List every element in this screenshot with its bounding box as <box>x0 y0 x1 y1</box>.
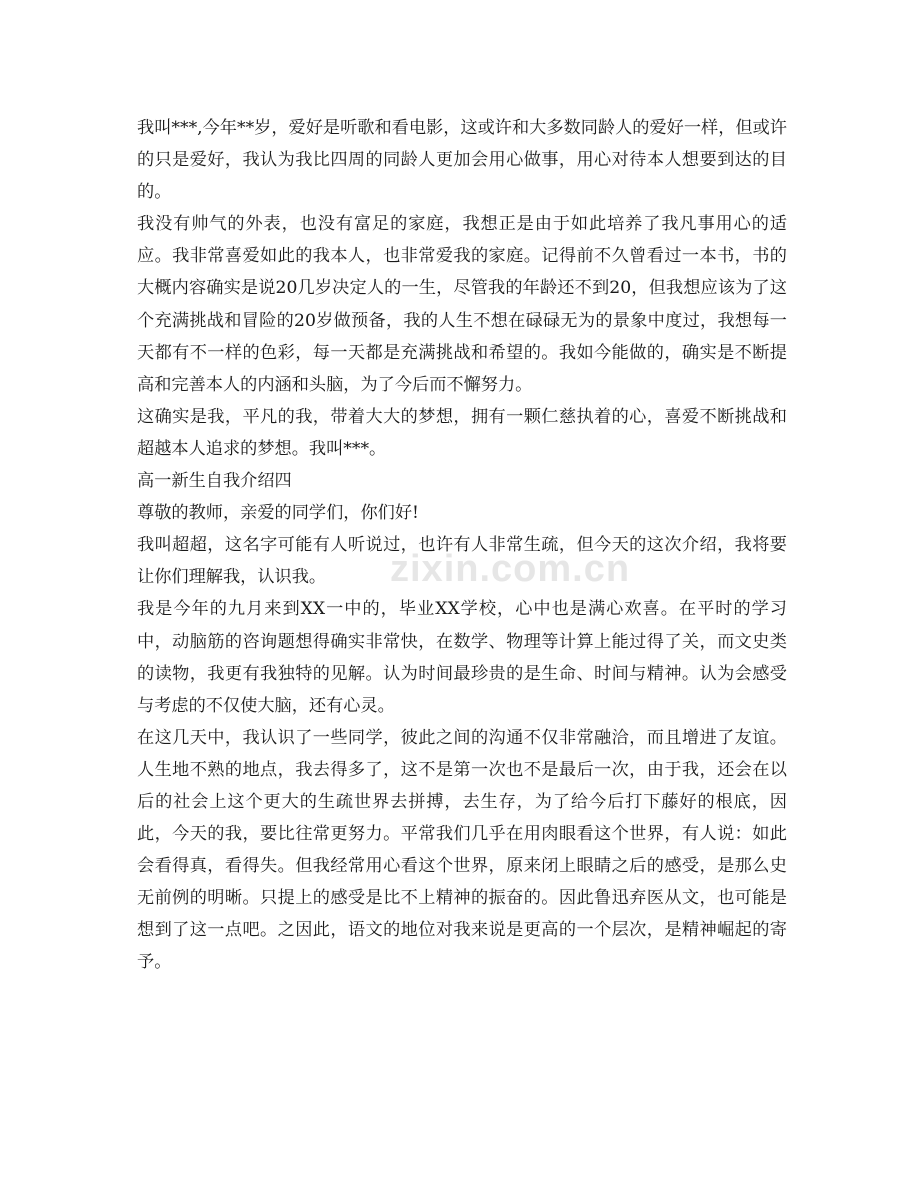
paragraph-name: 我叫超超，这名字可能有人听说过，也许有人非常生疏，但今天的这次介绍，我将要让你们理解我，认识我。 <box>137 535 787 588</box>
section-heading: 高一新生自我介绍四 <box>137 471 292 492</box>
paragraph-greeting: 尊敬的教师，亲爱的同学们，你们好! <box>137 503 419 524</box>
paragraph-intro: 我叫***,今年**岁，爱好是听歌和看电影，这或许和大多数同龄人的爱好一样，但或许的只是爱好，我认为我比四周的同龄人更加会用心做事，用心对待本人想要到达的目的。 <box>137 118 787 203</box>
paragraph-dream: 这确实是我，平凡的我，带着大大的梦想，拥有一颗仁慈执着的心，喜爱不断挑战和超越本人追求的梦想。我叫***。 <box>137 406 787 459</box>
document-body <box>137 112 787 979</box>
paragraph-friends: 在这几天中，我认识了一些同学，彼此之间的沟通不仅非常融洽，而且增进了友谊。人生地不熟的地点，我去得多了，这不是第一次也不是最后一次，由于我，还会在以后的社会上这个更大的生疏世界去拼搏，去生存，为了给今后打下藤好的根底，因此，今天的我，要比往常更努力。平常我们几乎在用肉眼看这个世界，有人说：如此会看得真，看得失。但我经常用心看这个世界，原来闭上眼睛之后的感受，是那么史无前例的明晰。只提上的感受是比不上精神的振奋的。因此鲁迅弃医从文，也可能是想到了这一点吧。之因此，语文的地位对我来说是更高的一个层次，是精神崛起的寄予。 <box>137 727 787 973</box>
watermark: zixin.com.cn <box>390 548 631 590</box>
paragraph-school: 我是今年的九月来到XX一中的，毕业XX学校，心中也是满心欢喜。在平时的学习中，动脑筋的咨询题想得确实非常快，在数学、物理等计算上能过得了关，而文史类的读物，我更有我独特的见解。认为时间最珍贵的是生命、时间与精神。认为会感受与考虑的不仅使大脑，还有心灵。 <box>137 599 787 716</box>
paragraph-appearance: 我没有帅气的外表，也没有富足的家庭，我想正是由于如此培养了我凡事用心的适应。我非常喜爱如此的我本人，也非常爱我的家庭。记得前不久曾看过一本书，书的大概内容确实是说20几岁决定人的一生，尽管我的年龄还不到20，但我想应该为了这个充满挑战和冒险的20岁做预备，我的人生不想在碌碌无为的景象中度过，我想每一天都有不一样的色彩，每一天都是充满挑战和希望的。我如今能做的，确实是不断提高和完善本人的内涵和头脑，为了今后而不懈努力。 <box>137 214 787 395</box>
